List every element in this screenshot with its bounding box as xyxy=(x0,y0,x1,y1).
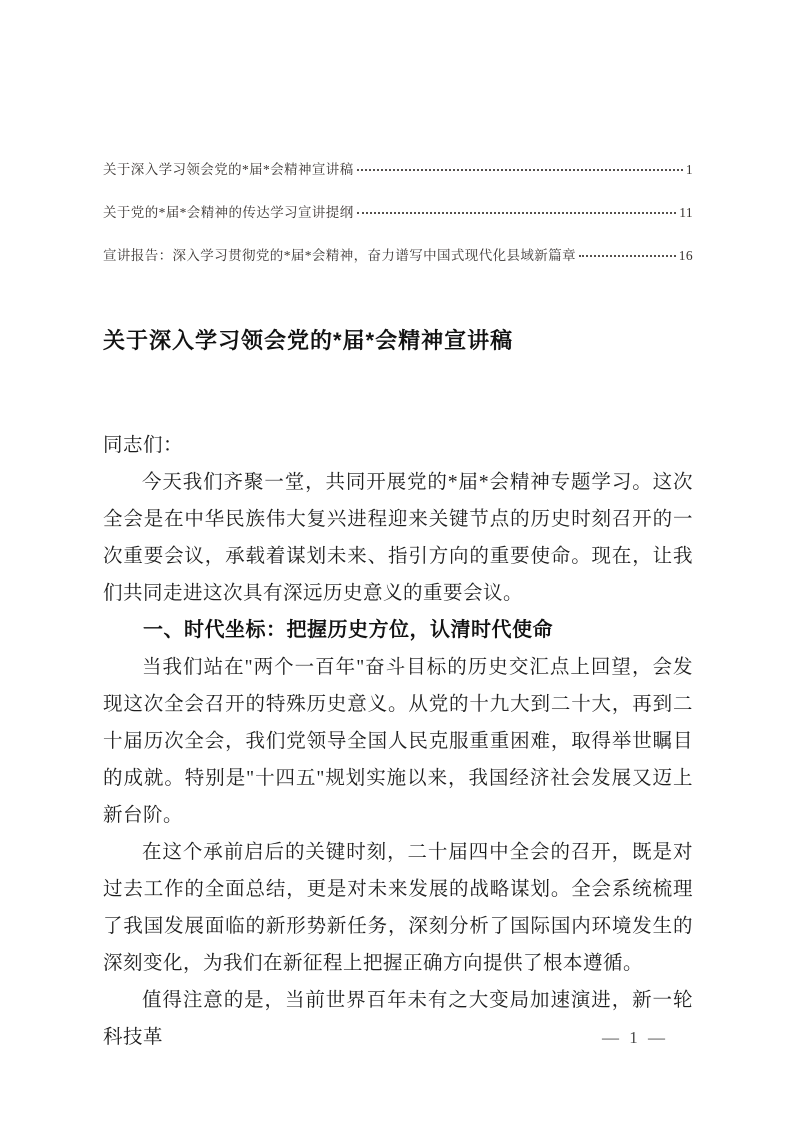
toc-entry[interactable] xyxy=(103,246,693,289)
table-of-contents xyxy=(103,160,693,289)
document-body xyxy=(103,427,693,1056)
toc-dot-leader xyxy=(357,169,683,171)
document-title: 关于深入学习领会党的*届*会精神宣讲稿 xyxy=(103,328,514,353)
toc-page-number: 1 xyxy=(685,162,693,177)
paragraph-plenum: 在这个承前启后的关键时刻，二十届四中全会的召开，既是对过去工作的全面总结，更是对未来发展的战略谋划。全会系统梳理了我国发展面临的新形势新任务，深刻分析了国际国内环境发生的深刻变化，为我们在新征程上把握正确方向提供了根本遵循。 xyxy=(103,842,693,974)
paragraph-truncated: 值得注意的是，当前世界百年未有之大变局加速演进，新一轮科技革 xyxy=(103,990,693,1048)
toc-dot-leader xyxy=(357,212,677,214)
toc-entry[interactable] xyxy=(103,203,693,246)
toc-entry[interactable] xyxy=(103,160,693,203)
toc-dot-leader xyxy=(579,255,676,257)
toc-entry-title[interactable]: 关于党的*届*会精神的传达学习宣讲提纲 xyxy=(103,205,354,220)
paragraph-intro: 今天我们齐聚一堂，共同开展党的*届*会精神专题学习。这次全会是在中华民族伟大复兴进程迎来关键节点的历史时刻召开的一次重要会议，承载着谋划未来、指引方向的重要使命。现在，让我们共同走进这次具有深远历史意义的重要会议。 xyxy=(103,472,693,604)
toc-page-number: 16 xyxy=(678,248,693,263)
paragraph-history: 当我们站在"两个一百年"奋斗目标的历史交汇点上回望，会发现这次全会召开的特殊历史意义。从党的十九大到二十大，再到二十届历次全会，我们党领导全国人民克服重重困难，取得举世瞩目的成就。特别是"十四五"规划实施以来，我国经济社会发展又迈上新台阶。 xyxy=(103,657,693,826)
toc-entry-title[interactable]: 关于深入学习领会党的*届*会精神宣讲稿 xyxy=(103,162,354,177)
salutation: 同志们： xyxy=(103,435,184,456)
toc-entry-title[interactable]: 宣讲报告：深入学习贯彻党的*届*会精神，奋力谱写中国式现代化县域新篇章 xyxy=(103,248,576,263)
section-heading-1: 一、时代坐标：把握历史方位，认清时代使命 xyxy=(143,619,553,641)
page-number-footer: — 1 — xyxy=(602,1028,668,1047)
toc-page-number: 11 xyxy=(679,205,693,220)
